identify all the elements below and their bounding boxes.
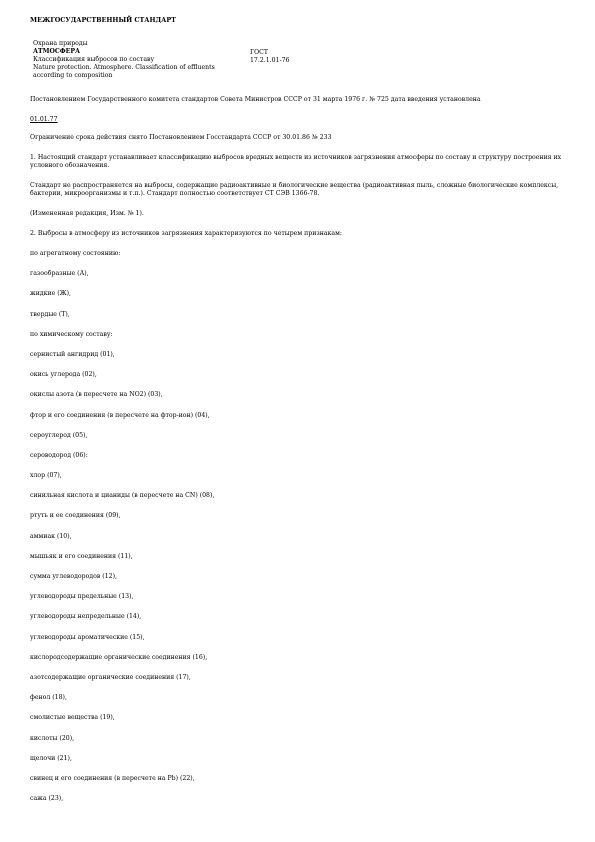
list-item: окись углерода (02), [30, 371, 97, 379]
list-item: ртуть и ее соединения (09), [30, 512, 121, 520]
list-item: сумма углеводородов (12), [30, 573, 117, 580]
list-item: сероуглерод (05), [30, 431, 88, 439]
gost-label: ГОСТ [250, 49, 269, 56]
standard-header: МЕЖГОСУДАРСТВЕННЫЙ СТАНДАРТ [30, 16, 176, 24]
title-line: according to composition [33, 72, 113, 79]
list-item: твердые (Т), [30, 310, 70, 318]
list-item: по агрегатному состоянию: [30, 250, 121, 257]
title-line: Nature protection. Atmosphere. Classification of effluents [33, 64, 215, 71]
list-item: кислородсодержащие органические соединения (16), [30, 653, 208, 661]
list-item: сернистый ангидрид (01), [30, 350, 115, 358]
paragraph: Стандарт не распространяется на выбросы, содержащие радиоактивные и биологические вещества (радиоактивная пыль, сложные биологические комплексы, бактерии, микроорганизмы и т.п.). Стандарт полностью соответствует СТ СЭВ 1366-78. [30, 182, 559, 197]
list-item: синильная кислота и цианиды (в пересчете на CN) (08), [30, 492, 215, 500]
paragraph: (Измененная редакция, Изм. № 1). [30, 210, 144, 217]
list-item: жидкие (Ж), [30, 290, 71, 298]
title-line: Охрана природы [33, 40, 88, 47]
list-item: сероводород (06): [30, 451, 88, 459]
list-item: смолистые вещества (19), [30, 714, 115, 722]
list-item: хлор (07), [30, 472, 62, 480]
list-item: азотсодержащие органические соединения (17), [30, 673, 191, 681]
list-item: мышьяк и его соединения (11), [30, 552, 133, 560]
title-block [30, 40, 570, 86]
limitation-text: Ограничение срока действия снято Постановлением Госстандарта СССР от 30.01.86 № 233 [30, 134, 332, 141]
classification-list [30, 250, 570, 803]
list-item: углеводороды непредельные (14), [30, 613, 142, 621]
gost-number: 17.2.1.01-76 [250, 57, 290, 64]
paragraph: 1. Настоящий стандарт устанавливает классификацию выбросов вредных веществ из источников загрязнения атмосферы по составу и структуру построения их условного обозначения. [30, 154, 562, 169]
list-item: щелочи (21), [30, 754, 72, 762]
title-line: АТМОСФЕРА [33, 48, 81, 55]
list-item: аммиак (10), [30, 532, 72, 540]
list-item: по химическому составу: [30, 330, 113, 338]
list-item: газообразные (А), [30, 270, 89, 278]
list-item: сажа (23), [30, 795, 64, 803]
list-item: углеводороды ароматические (15), [30, 633, 145, 641]
list-item: фтор и его соединения (в пересчете на фтор-ион) (04), [30, 411, 210, 419]
list-item: свинец и его соединения (в пересчете на Pb) (22), [30, 774, 195, 782]
list-item: углеводороды предельные (13), [30, 593, 134, 601]
list-item: окислы азота (в пересчете на NO2) (03), [30, 391, 163, 399]
list-item: кислоты (20), [30, 734, 75, 742]
paragraph: 2. Выбросы в атмосферу из источников загрязнения характеризуются по четырем признакам: [30, 230, 342, 237]
document-page [30, 16, 570, 815]
approval-text: Постановлением Государственного комитета стандартов Совета Министров СССР от 31 марта 1976 г. № 725 дата введения установлена [30, 96, 481, 103]
gost-designation [250, 49, 290, 65]
effective-date: 01.01.77 [30, 116, 58, 123]
title-left-column [33, 40, 263, 80]
list-item: фенол (18), [30, 694, 67, 702]
title-line: Классификация выбросов по составу [33, 56, 155, 63]
